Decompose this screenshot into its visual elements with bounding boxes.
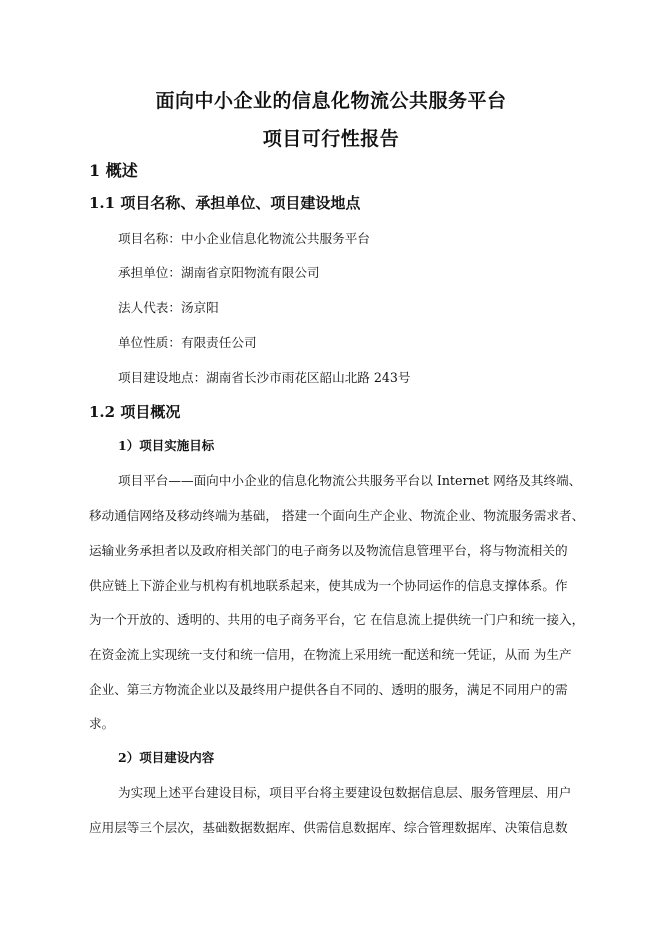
document-subtitle: 项目可行性报告	[262, 128, 400, 150]
info-legal-representative: 法人代表：汤京阳	[118, 300, 219, 315]
info-project-name: 项目名称：中小企业信息化物流公共服务平台	[118, 231, 370, 246]
paragraph-line: 应用层等三个层次，基础数据数据库、供需信息数据库、综合管理数据库、决策信息数	[89, 820, 568, 835]
section-heading-1-1: 1.1 项目名称、承担单位、项目建设地点	[89, 194, 361, 212]
paragraph-line: 移动通信网络及移动终端为基础， 搭建一个面向生产企业、物流企业、物流服务需求者、	[89, 508, 585, 523]
subheading-construction-content: 2）项目建设内容	[118, 750, 215, 765]
paragraph-line: 为实现上述平台建设目标，项目平台将主要建设包数据信息层、服务管理层、用户	[118, 785, 572, 800]
paragraph-line: 供应链上下游企业与机构有机地联系起来，使其成为一个协同运作的信息支撑体系。作	[89, 578, 568, 593]
section-heading-1-2: 1.2 项目概况	[89, 403, 181, 421]
paragraph-line: 求。	[89, 716, 115, 731]
paragraph-line: 项目平台——面向中小企业的信息化物流公共服务平台以 Internet 网络及其终端、	[118, 473, 582, 488]
info-unit-nature: 单位性质：有限责任公司	[118, 335, 257, 350]
paragraph-line: 企业、第三方物流企业以及最终用户提供各自不同的、透明的服务，满足不同用户的需	[89, 682, 568, 697]
paragraph-line: 为一个开放的、透明的、共用的电子商务平台，它 在信息流上提供统一门户和统一接入，	[89, 612, 585, 627]
info-construction-site: 项目建设地点：湖南省长沙市雨花区韶山北路 243号	[118, 370, 411, 385]
info-undertaking-unit: 承担单位：湖南省京阳物流有限公司	[118, 265, 320, 280]
subheading-objectives: 1）项目实施目标	[118, 438, 215, 453]
paragraph-line: 运输业务承担者以及政府相关部门的电子商务以及物流信息管理平台，将与物流相关的	[89, 543, 568, 558]
section-heading-overview: 1 概述	[89, 161, 138, 180]
document-title: 面向中小企业的信息化物流公共服务平台	[155, 90, 507, 112]
paragraph-line: 在资金流上实现统一支付和统一信用，在物流上采用统一配送和统一凭证，从而 为生产	[89, 647, 572, 662]
